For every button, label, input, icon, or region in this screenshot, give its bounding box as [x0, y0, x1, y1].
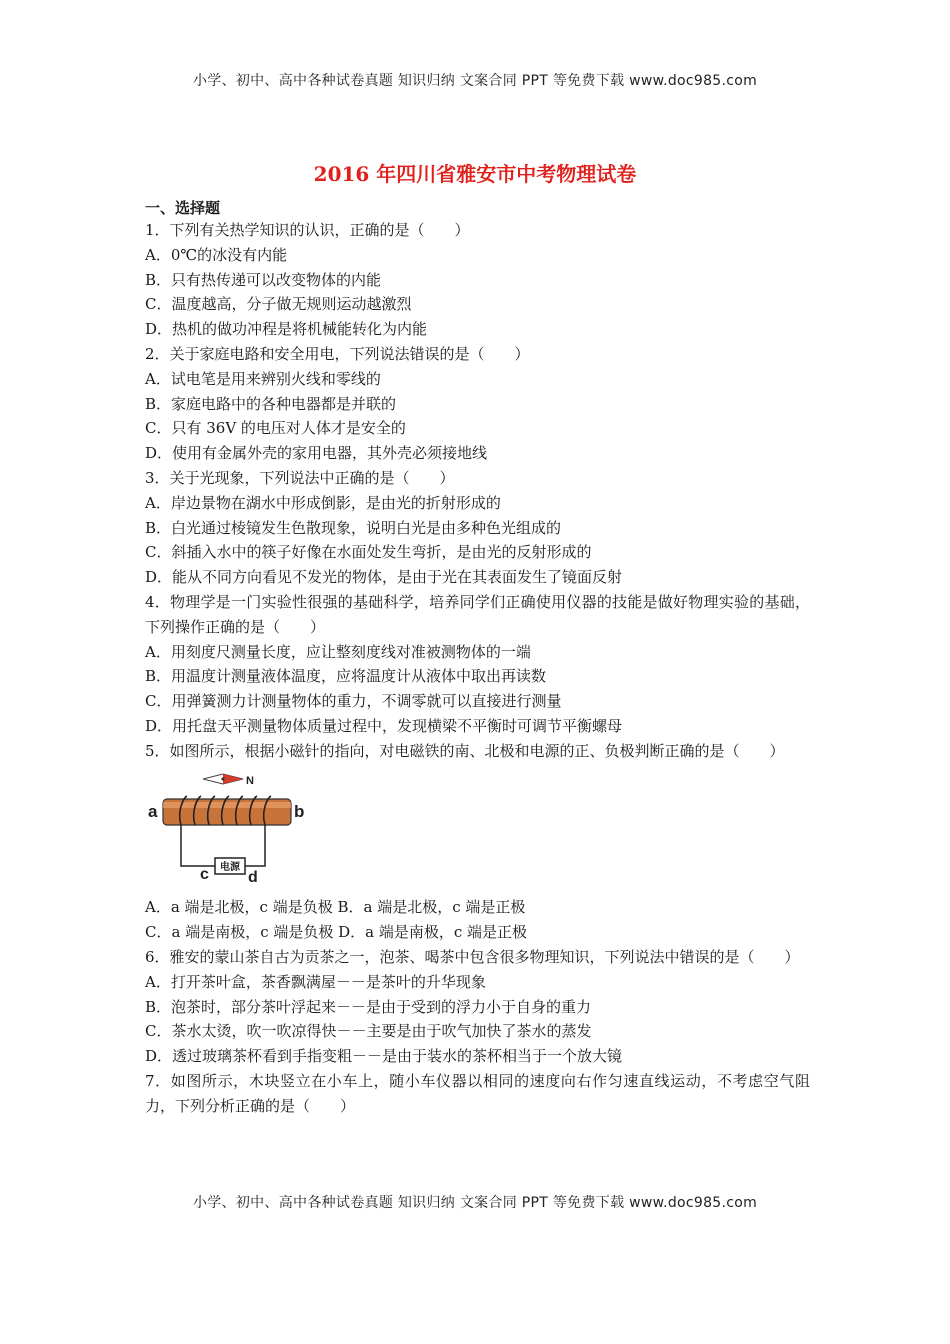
question-stem: 4．物理学是一门实验性很强的基础科学，培养同学们正确使用仪器的技能是做好物理实验的基础，下列操作正确的是（ ）	[145, 592, 810, 636]
question-stem: 5．如图所示，根据小磁针的指向，对电磁铁的南、北极和电源的正、负极判断正确的是（ ）	[145, 741, 785, 760]
option-d: D．热机的做功冲程是将机械能转化为内能	[145, 320, 428, 339]
option-a: A．岸边景物在湖水中形成倒影，是由光的折射形成的	[145, 493, 501, 512]
option-d: D．使用有金属外壳的家用电器，其外壳必须接地线	[145, 444, 488, 463]
question-stem: 6．雅安的蒙山茶自古为贡茶之一，泡茶、喝茶中包含很多物理知识，下列说法中错误的是（ ）	[145, 947, 800, 966]
question-5	[145, 739, 810, 945]
option-a: A．试电笔是用来辨别火线和零线的	[145, 369, 381, 388]
option-b: B．用温度计测量液体温度，应将温度计从液体中取出再读数	[145, 667, 547, 686]
option-d: D．用托盘天平测量物体质量过程中，发现横梁不平衡时可调节平衡螺母	[145, 716, 623, 735]
wire-left	[181, 825, 215, 866]
question-1	[145, 218, 810, 342]
option-a: A．打开茶叶盒，茶香飘满屋－－是茶叶的升华现象	[145, 972, 486, 991]
option-a: A．用刻度尺测量长度，应让整刻度线对准被测物体的一端	[145, 642, 531, 661]
question-stem: 3．关于光现象，下列说法中正确的是（ ）	[145, 468, 455, 487]
page-title: 2016 年四川省雅安市中考物理试卷	[313, 162, 637, 186]
option-b: B．家庭电路中的各种电器都是并联的	[145, 394, 397, 413]
electromagnet-figure	[145, 766, 310, 884]
compass-needle-icon	[203, 774, 243, 784]
power-source-label: 电源	[220, 861, 240, 873]
question-2	[145, 342, 810, 466]
option-b: B．白光通过棱镜发生色散现象，说明白光是由多种色光组成的	[145, 518, 562, 537]
option-c: C．茶水太烫，吹一吹凉得快－－主要是由于吹气加快了茶水的蒸发	[145, 1022, 592, 1041]
question-stem: 7．如图所示，木块竖立在小车上，随小车仪器以相同的速度向右作匀速直线运动，不考虑空气阻力，下列分析正确的是（ ）	[145, 1071, 810, 1115]
option-d: D．透过玻璃茶杯看到手指变粗－－是由于装水的茶杯相当于一个放大镜	[145, 1047, 623, 1066]
wire-right	[245, 825, 265, 866]
option-a: A．0℃的冰没有内能	[145, 245, 288, 264]
question-4	[145, 590, 810, 739]
question-stem: 1．下列有关热学知识的认识，正确的是（ ）	[145, 221, 470, 239]
page-footer: 小学、初中、高中各种试卷真题 知识归纳 文案合同 PPT 等免费下载 www.doc985.com	[192, 1195, 758, 1211]
question-7	[145, 1069, 810, 1119]
options-a-b: A．a 端是北极，c 端是负极 B．a 端是北极，c 端是正极	[145, 898, 526, 917]
option-b: B．只有热传递可以改变物体的内能	[145, 270, 382, 289]
option-c: C．温度越高，分子做无规则运动越激烈	[145, 295, 412, 314]
option-d: D．能从不同方向看见不发光的物体，是由于光在其表面发生了镜面反射	[145, 568, 623, 587]
option-b: B．泡茶时，部分茶叶浮起来－－是由于受到的浮力小于自身的重力	[145, 997, 592, 1016]
terminal-c-label: c	[200, 865, 209, 883]
terminal-d-label: d	[248, 868, 258, 884]
question-stem: 2．关于家庭电路和安全用电，下列说法错误的是（ ）	[145, 344, 530, 363]
terminal-a-label: a	[148, 801, 158, 821]
page-header: 小学、初中、高中各种试卷真题 知识归纳 文案合同 PPT 等免费下载 www.doc985.com	[192, 73, 758, 89]
question-3	[145, 466, 810, 590]
question-list	[145, 218, 810, 1119]
north-label: N	[246, 774, 254, 787]
options-c-d: C．a 端是南极，c 端是负极 D．a 端是南极，c 端是正极	[145, 923, 528, 942]
option-c: C．用弹簧测力计测量物体的重力，不调零就可以直接进行测量	[145, 692, 562, 711]
option-c: C．斜插入水中的筷子好像在水面处发生弯折，是由光的反射形成的	[145, 543, 592, 562]
terminal-b-label: b	[294, 801, 305, 821]
option-c: C．只有 36V 的电压对人体才是安全的	[145, 419, 406, 438]
section-heading: 一、选择题	[145, 199, 221, 217]
question-6	[145, 945, 810, 1069]
